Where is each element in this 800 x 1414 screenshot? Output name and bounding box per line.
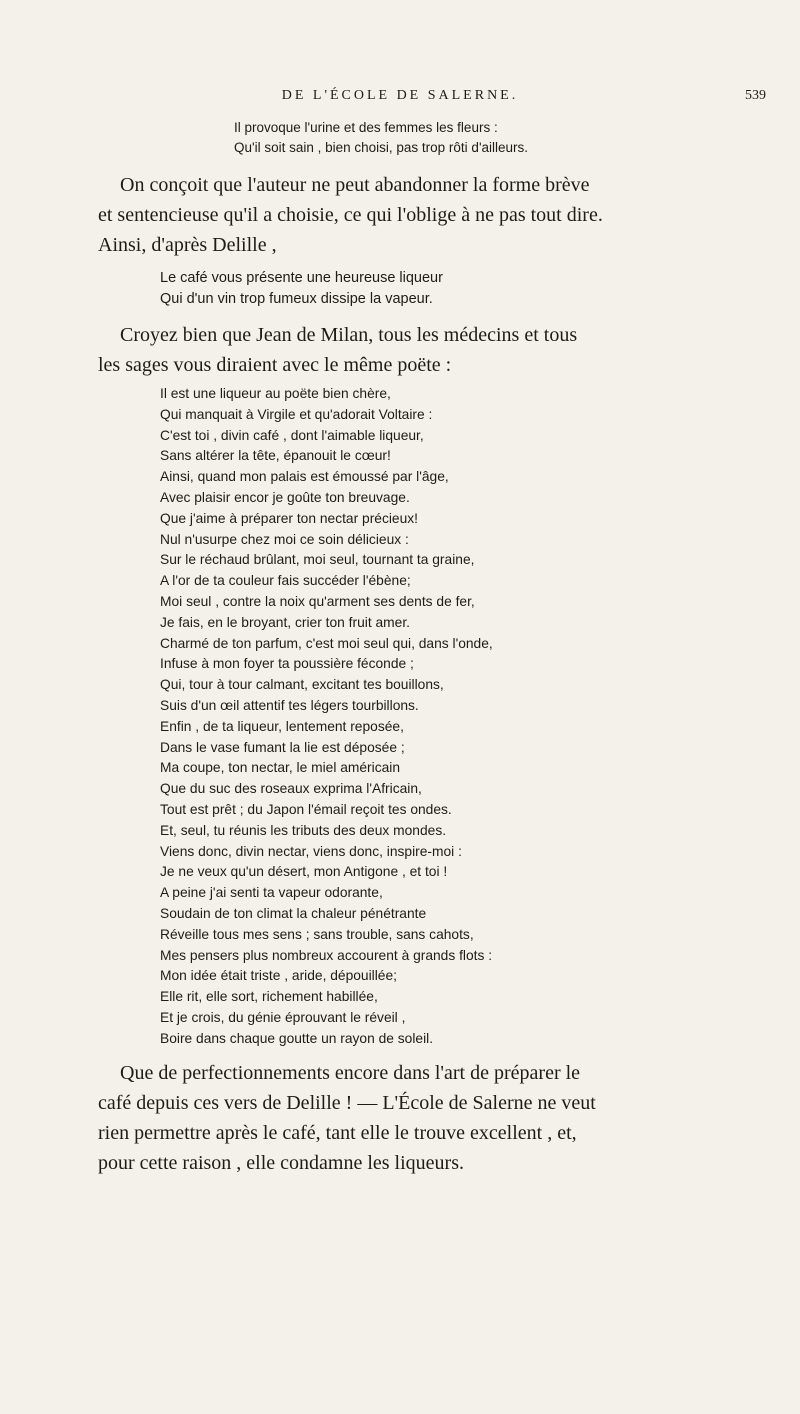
delille-short-verses bbox=[160, 268, 443, 310]
verse-line: Elle rit, elle sort, richement habillée, bbox=[160, 989, 378, 1005]
running-title: DE L'ÉCOLE DE SALERNE. bbox=[281, 88, 519, 103]
verse-line: Je ne veux qu'un désert, mon Antigone , et toi ! bbox=[160, 864, 448, 880]
verse-line: Qui, tour à tour calmant, excitant tes bouillons, bbox=[160, 677, 444, 693]
verse-line: Enfin , de ta liqueur, lentement reposée, bbox=[160, 718, 404, 734]
paragraph-1 bbox=[98, 170, 778, 260]
verse-line: Qui manquait à Virgile et qu'adorait Voltaire : bbox=[160, 406, 433, 422]
long-poem bbox=[160, 384, 493, 1050]
text-line: pour cette raison , elle condamne les liqueurs. bbox=[98, 1152, 464, 1174]
verse-line: Avec plaisir encor je goûte ton breuvage. bbox=[160, 489, 410, 505]
verse-line: Boire dans chaque goutte un rayon de soleil. bbox=[160, 1030, 434, 1046]
text-line: et sentencieuse qu'il a choisie, ce qui l'oblige à ne pas tout dire. bbox=[98, 204, 603, 226]
text-line: Croyez bien que Jean de Milan, tous les médecins et tous bbox=[120, 324, 578, 346]
verse-line: Ainsi, quand mon palais est émoussé par l'âge, bbox=[160, 469, 449, 485]
top-verses bbox=[234, 118, 528, 158]
verse-line: Sur le réchaud brûlant, moi seul, tournant ta graine, bbox=[160, 552, 475, 568]
text-line: rien permettre après le café, tant elle le trouve excellent , et, bbox=[98, 1122, 577, 1144]
page-number: 539 bbox=[745, 88, 766, 103]
text-line: Ainsi, d'après Delille , bbox=[98, 234, 277, 256]
verse-line: Il est une liqueur au poëte bien chère, bbox=[160, 386, 391, 401]
verse-line: Sans altérer la tête, épanouit le cœur! bbox=[160, 448, 391, 464]
verse-line: Et je crois, du génie éprouvant le réveil , bbox=[160, 1009, 406, 1025]
text-line: café depuis ces vers de Delille ! — L'École de Salerne ne veut bbox=[98, 1092, 596, 1114]
verse-line: Réveille tous mes sens ; sans trouble, sans cahots, bbox=[160, 926, 474, 942]
verse-line: Ma coupe, ton nectar, le miel américain bbox=[160, 760, 401, 776]
verse-line: A l'or de ta couleur fais succéder l'ébène; bbox=[160, 573, 411, 589]
verse-line: Le café vous présente une heureuse liqueur bbox=[160, 270, 443, 286]
paragraph-2 bbox=[98, 320, 778, 380]
text-line: les sages vous diraient avec le même poëte : bbox=[98, 354, 452, 376]
verse-line: Soudain de ton climat la chaleur pénétrante bbox=[160, 905, 427, 921]
verse-line: Qu'il soit sain , bien choisi, pas trop rôti d'ailleurs. bbox=[234, 140, 529, 155]
verse-line: Mon idée était triste , aride, dépouillée; bbox=[160, 968, 397, 984]
verse-line: C'est toi , divin café , dont l'aimable liqueur, bbox=[160, 427, 424, 443]
verse-line: Que du suc des roseaux exprima l'Africain, bbox=[160, 781, 422, 797]
verse-line: Mes pensers plus nombreux accourent à grands flots : bbox=[160, 947, 493, 963]
verse-line: Charmé de ton parfum, c'est moi seul qui, dans l'onde, bbox=[160, 635, 493, 651]
verse-line: Viens donc, divin nectar, viens donc, inspire-moi : bbox=[160, 843, 462, 859]
verse-line: Nul n'usurpe chez moi ce soin délicieux : bbox=[160, 531, 409, 547]
verse-line: Et, seul, tu réunis les tributs des deux mondes. bbox=[160, 822, 447, 838]
verse-line: Tout est prêt ; du Japon l'émail reçoit tes ondes. bbox=[160, 801, 452, 817]
verse-line: Il provoque l'urine et des femmes les fleurs : bbox=[234, 120, 498, 135]
text-line: On conçoit que l'auteur ne peut abandonner la forme brève bbox=[120, 174, 590, 196]
verse-line: Je fais, en le broyant, crier ton fruit amer. bbox=[160, 614, 410, 630]
text-line: Que de perfectionnements encore dans l'art de préparer le bbox=[120, 1062, 581, 1084]
verse-line: A peine j'ai senti ta vapeur odorante, bbox=[160, 885, 383, 901]
verse-line: Infuse à mon foyer ta poussière féconde ; bbox=[160, 656, 414, 672]
verse-line: Dans le vase fumant la lie est déposée ; bbox=[160, 739, 405, 755]
verse-line: Que j'aime à préparer ton nectar précieux! bbox=[160, 510, 419, 526]
verse-line: Suis d'un œil attentif tes légers tourbillons. bbox=[160, 697, 419, 713]
verse-line: Qui d'un vin trop fumeux dissipe la vapeur. bbox=[160, 291, 433, 307]
verse-line: Moi seul , contre la noix qu'arment ses dents de fer, bbox=[160, 593, 475, 609]
paragraph-3 bbox=[98, 1058, 778, 1178]
